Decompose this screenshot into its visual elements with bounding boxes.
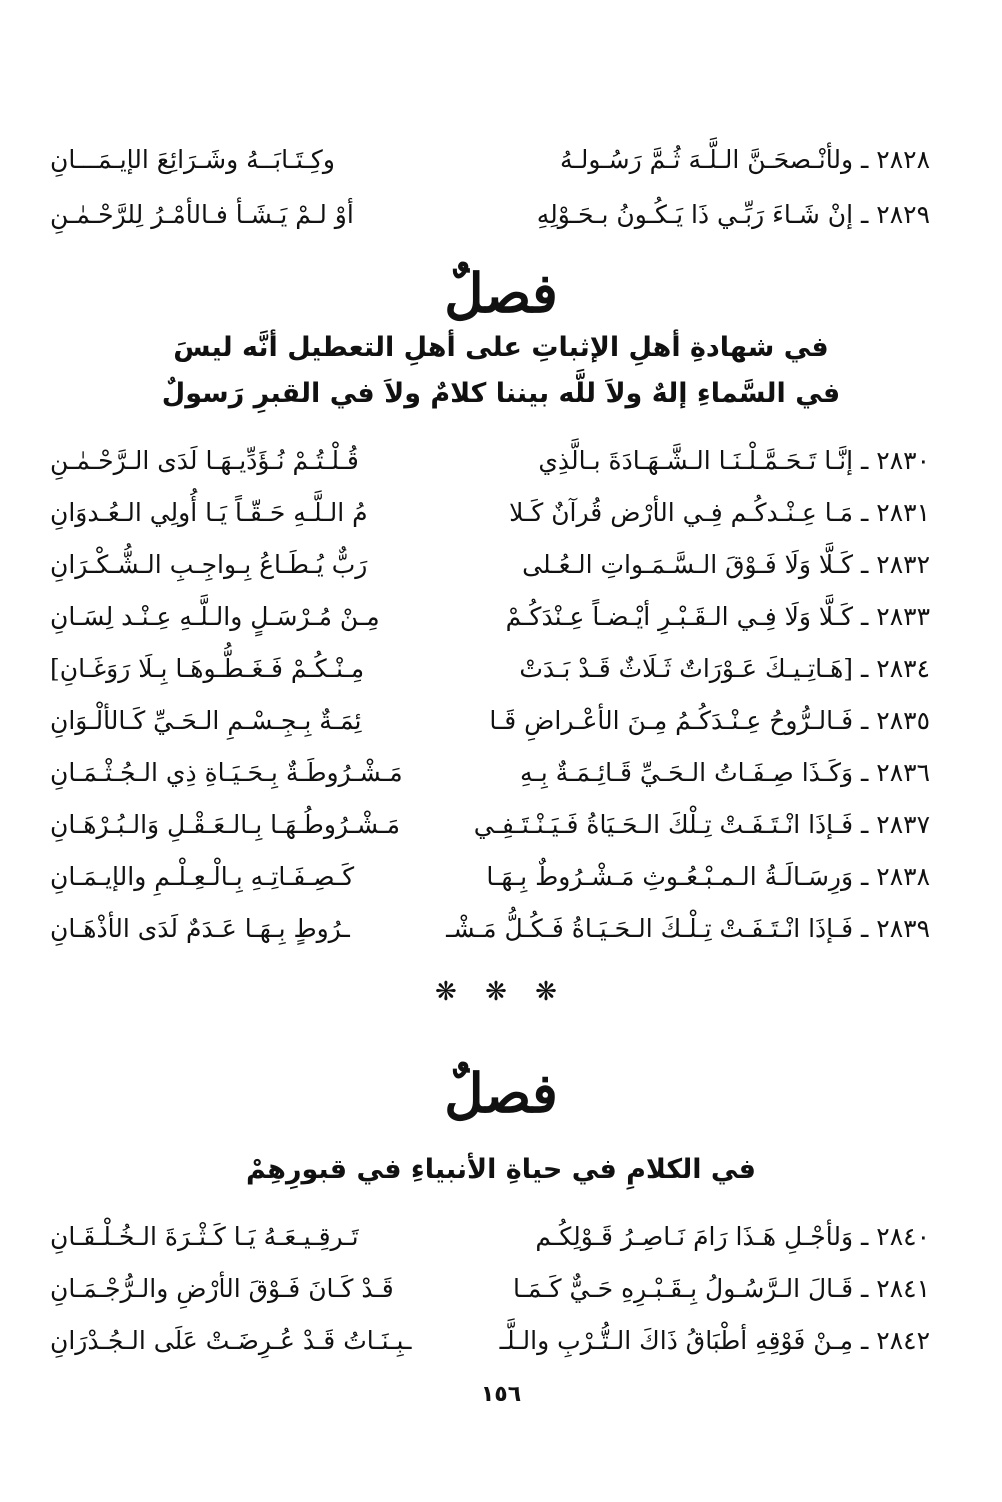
verse-second-hemistich: ـرُوطٍ بِـهَـا عَـدَمٌ لَدَى الأذْهَـانِ xyxy=(50,914,350,943)
verse-second-hemistich: ـبِـنَـاتُ قَـدْ عُـرِضَـتْ عَلَى الـجُـدْرَانِ xyxy=(50,1326,412,1355)
verse-line xyxy=(50,1318,930,1364)
verse-line xyxy=(50,750,930,796)
verse-line xyxy=(50,854,930,900)
verse-line xyxy=(50,192,930,238)
verse-first-hemistich: ٢٨٣٠ ـ إنَّـا تَـحَـمَّـلْـنَـا الـشَّـهَـادَةَ بـالَّذِي xyxy=(538,446,930,475)
verse-second-hemistich: مِـنْـكُـمْ فَـغَـطُّـوهَـا بِـلَا رَوَغَـانِ] xyxy=(50,654,365,683)
verse-line xyxy=(50,542,930,588)
verse-second-hemistich: رَبٌّ يُـطَـاعُ بِـواجِـبِ الـشُّـكْـرَانِ xyxy=(50,550,368,579)
verse-first-hemistich: ٢٨٣٩ ـ فَـإذَا انْـتَـفَـتْ تِـلْـكَ الـحَـيَـاةُ فَـكُـلُّ مَـشْـ xyxy=(446,914,930,943)
verse-line xyxy=(50,646,930,692)
verse-first-hemistich: ٢٨٤٢ ـ مِـنْ فَوْقِهِ أطْبَاقُ ذَاكَ الـتُّـرْبِ والـلَّـ xyxy=(499,1326,930,1355)
verse-line xyxy=(50,594,930,640)
verse-second-hemistich: مَـشْـرُوطُـهَـا بِـالـعَـقْـلِ وَالـبُـرْهَـانِ xyxy=(50,810,401,839)
verse-first-hemistich: ٢٨٢٩ ـ إنْ شَـاءَ رَبِّـي ذَا يَـكُـونُ بـحَـوْلِهِ xyxy=(536,200,930,229)
chapter-heading-line-2: في السَّماءِ إلهٌ ولاَ للَّه بيننا كلامٌ ولاَ في القبرِ رَسولٌ xyxy=(161,378,841,409)
verse-first-hemistich: ٢٨٣٧ ـ فَـإذَا انْـتَـفَـتْ تِـلْكَ الـحَـيَاةُ فَـيَـنْـتَـفِـي xyxy=(473,810,930,839)
verse-line xyxy=(50,906,930,952)
verse-first-hemistich: ٢٨٣٦ ـ وَكَـذَا صِـفَـاتُ الـحَـيِّ قَـائِـمَـةٌ بِـهِ xyxy=(520,758,930,787)
verse-first-hemistich: ٢٨٤٠ ـ وَلأجْـلِ هَـذَا رَامَ نَـاصِـرُ قَـوْلِكُـم xyxy=(535,1222,930,1251)
chapter-heading: في الكلامِ في حياةِ الأنبياءِ في قبورِهِمْ xyxy=(246,1154,756,1185)
verse-first-hemistich: ٢٨٣٣ ـ كَـلَّا وَلَا فِـي الـقَـبْـرِ أيْـضـاً عِـنْدَكُـمْ xyxy=(505,602,930,631)
verse-second-hemistich: كَـصِـفَـاتِـهِ بِـالْـعِـلْـمِ والإيـمَـانِ xyxy=(50,862,355,891)
verse-first-hemistich: ٢٨٣٥ ـ فَـالـرُّوحُ عِـنْـدَكُـمُ مِـنَ الأعْـراضِ قَـا xyxy=(489,706,930,735)
section-title-fasl: فصلٌ xyxy=(444,1061,558,1125)
verse-line xyxy=(50,698,930,744)
verse-second-hemistich: أوْ لـمْ يَـشَـأ فـالأمْـرُ لِلرَّحْـمٰـنِ xyxy=(50,200,354,229)
verse-second-hemistich: قَـدْ كَـانَ فَـوْقَ الأرْضِ والـرُّجْـمَـانِ xyxy=(50,1274,394,1303)
verse-line xyxy=(50,1266,930,1312)
verse-second-hemistich: ئِمَـةٌ بِـجِـسْـمِ الـحَـيِّ كَـالألْـوَانِ xyxy=(50,706,362,735)
verse-second-hemistich: تَـرقِـيـعَـهُ يَـا كَـثْـرَةَ الـخُـلْـقَـانِ xyxy=(50,1222,359,1251)
verse-line xyxy=(50,802,930,848)
verse-second-hemistich: وكِـتَـابَــهُ وشَـرَائِعَ الإيـمَـــانِ xyxy=(50,145,335,174)
verse-second-hemistich: مَـشْـرُوطَـةٌ بِـحَـيَـاةِ ذِي الـجُـثْـمَـانِ xyxy=(50,758,403,787)
verse-second-hemistich: مُ الـلَّـهِ حَـقّـاً يَـا أُولِي الـعُـدوَانِ xyxy=(50,498,368,527)
verse-first-hemistich: ٢٨٣٤ ـ [هَـاتِـيـكَ عَـوْرَاتٌ ثَـلَاثٌ قَـدْ بَـدَتْ xyxy=(519,654,930,683)
verse-line xyxy=(50,1214,930,1260)
verse-second-hemistich: مِـنْ مُـرْسَـلٍ والـلَّـهِ عِـنْـد لِسَـانِ xyxy=(50,602,380,631)
verse-first-hemistich: ٢٨٢٨ ـ ولأنْـصحَـنَّ الـلَّـهَ ثُـمَّ رَسُـولـهُ xyxy=(560,145,930,174)
verse-line xyxy=(50,490,930,536)
verse-first-hemistich: ٢٨٣٢ ـ كَـلَّا وَلَا فَـوْقَ الـسَّـمَـواتِ الـعُـلى xyxy=(522,550,930,579)
verse-first-hemistich: ٢٨٤١ ـ قَـالَ الـرَّسُـولُ بِـقَـبْـرِهِ حَـيٌّ كَـمَـا xyxy=(512,1274,930,1303)
section-divider-ornament: ❋ ❋ ❋ xyxy=(435,977,567,1007)
verse-line xyxy=(50,438,930,484)
page-number: ١٥٦ xyxy=(480,1382,522,1407)
verse-first-hemistich: ٢٨٣١ ـ مَـا عِـنْـدكُـم فِـي الأرْض قُرآنٌ كَـلا xyxy=(509,498,930,527)
verse-first-hemistich: ٢٨٣٨ ـ وَرِسَـالَـةُ الـمـبْـعُـوثِ مَـشْـرُوطٌ بِـهَـا xyxy=(486,862,930,891)
chapter-heading-line-1: في شهادةِ أهلِ الإثباتِ على أهلِ التعطيل أنَّه ليسَ xyxy=(173,332,829,363)
section-title-fasl: فصلٌ xyxy=(444,261,558,325)
verse-second-hemistich: قُـلْـتُـمْ نُـؤَدِّيـهَـا لَدَى الـرَّحْـمٰـنِ xyxy=(50,446,359,475)
verse-line xyxy=(50,137,930,183)
